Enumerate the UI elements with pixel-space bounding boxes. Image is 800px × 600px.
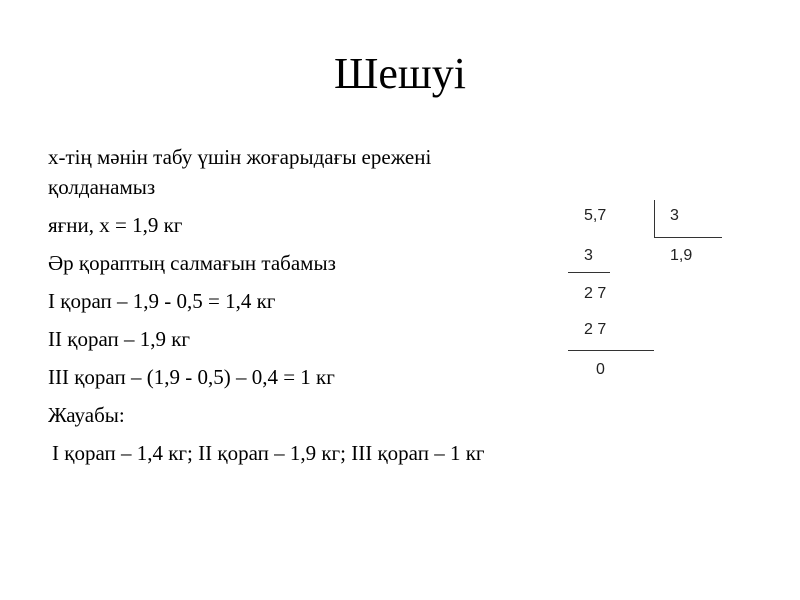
division-step1-subtract: 3 (584, 247, 593, 264)
division-final-remainder: 0 (596, 361, 605, 378)
division-dividend: 5,7 (584, 207, 607, 224)
division-step2-subtract: 2 7 (584, 321, 607, 338)
body-line-rule: х-тің мәнін табу үшін жоғарыдағы ережені (48, 145, 432, 169)
body-line-rule-cont: қолданамыз (48, 175, 156, 199)
slide-body (48, 142, 608, 476)
body-line-box-3: III қорап – (1,9 - 0,5) – 0,4 = 1 кг (48, 365, 335, 389)
division-divisor: 3 (670, 207, 679, 224)
body-line-box-1: I қорап – 1,9 - 0,5 = 1,4 кг (48, 289, 276, 313)
division-divisor-line (654, 237, 722, 238)
division-step2-remainder: 2 7 (584, 285, 607, 302)
body-line-x-value: яғни, х = 1,9 кг (48, 213, 183, 237)
body-line-find-weights: Әр қораптың салмағын табамыз (48, 251, 336, 275)
long-division (560, 200, 740, 390)
slide-title: Шешуі (333, 49, 467, 98)
division-quotient: 1,9 (670, 247, 693, 264)
body-line-answer-label: Жауабы: (48, 403, 125, 427)
body-line-box-2: II қорап – 1,9 кг (48, 327, 191, 351)
division-rule-1 (568, 272, 610, 273)
division-rule-2 (568, 350, 654, 351)
body-line-answer: I қорап – 1,4 кг; II қорап – 1,9 кг; III қорап – 1 кг (52, 441, 485, 465)
division-vertical-line (654, 200, 655, 238)
